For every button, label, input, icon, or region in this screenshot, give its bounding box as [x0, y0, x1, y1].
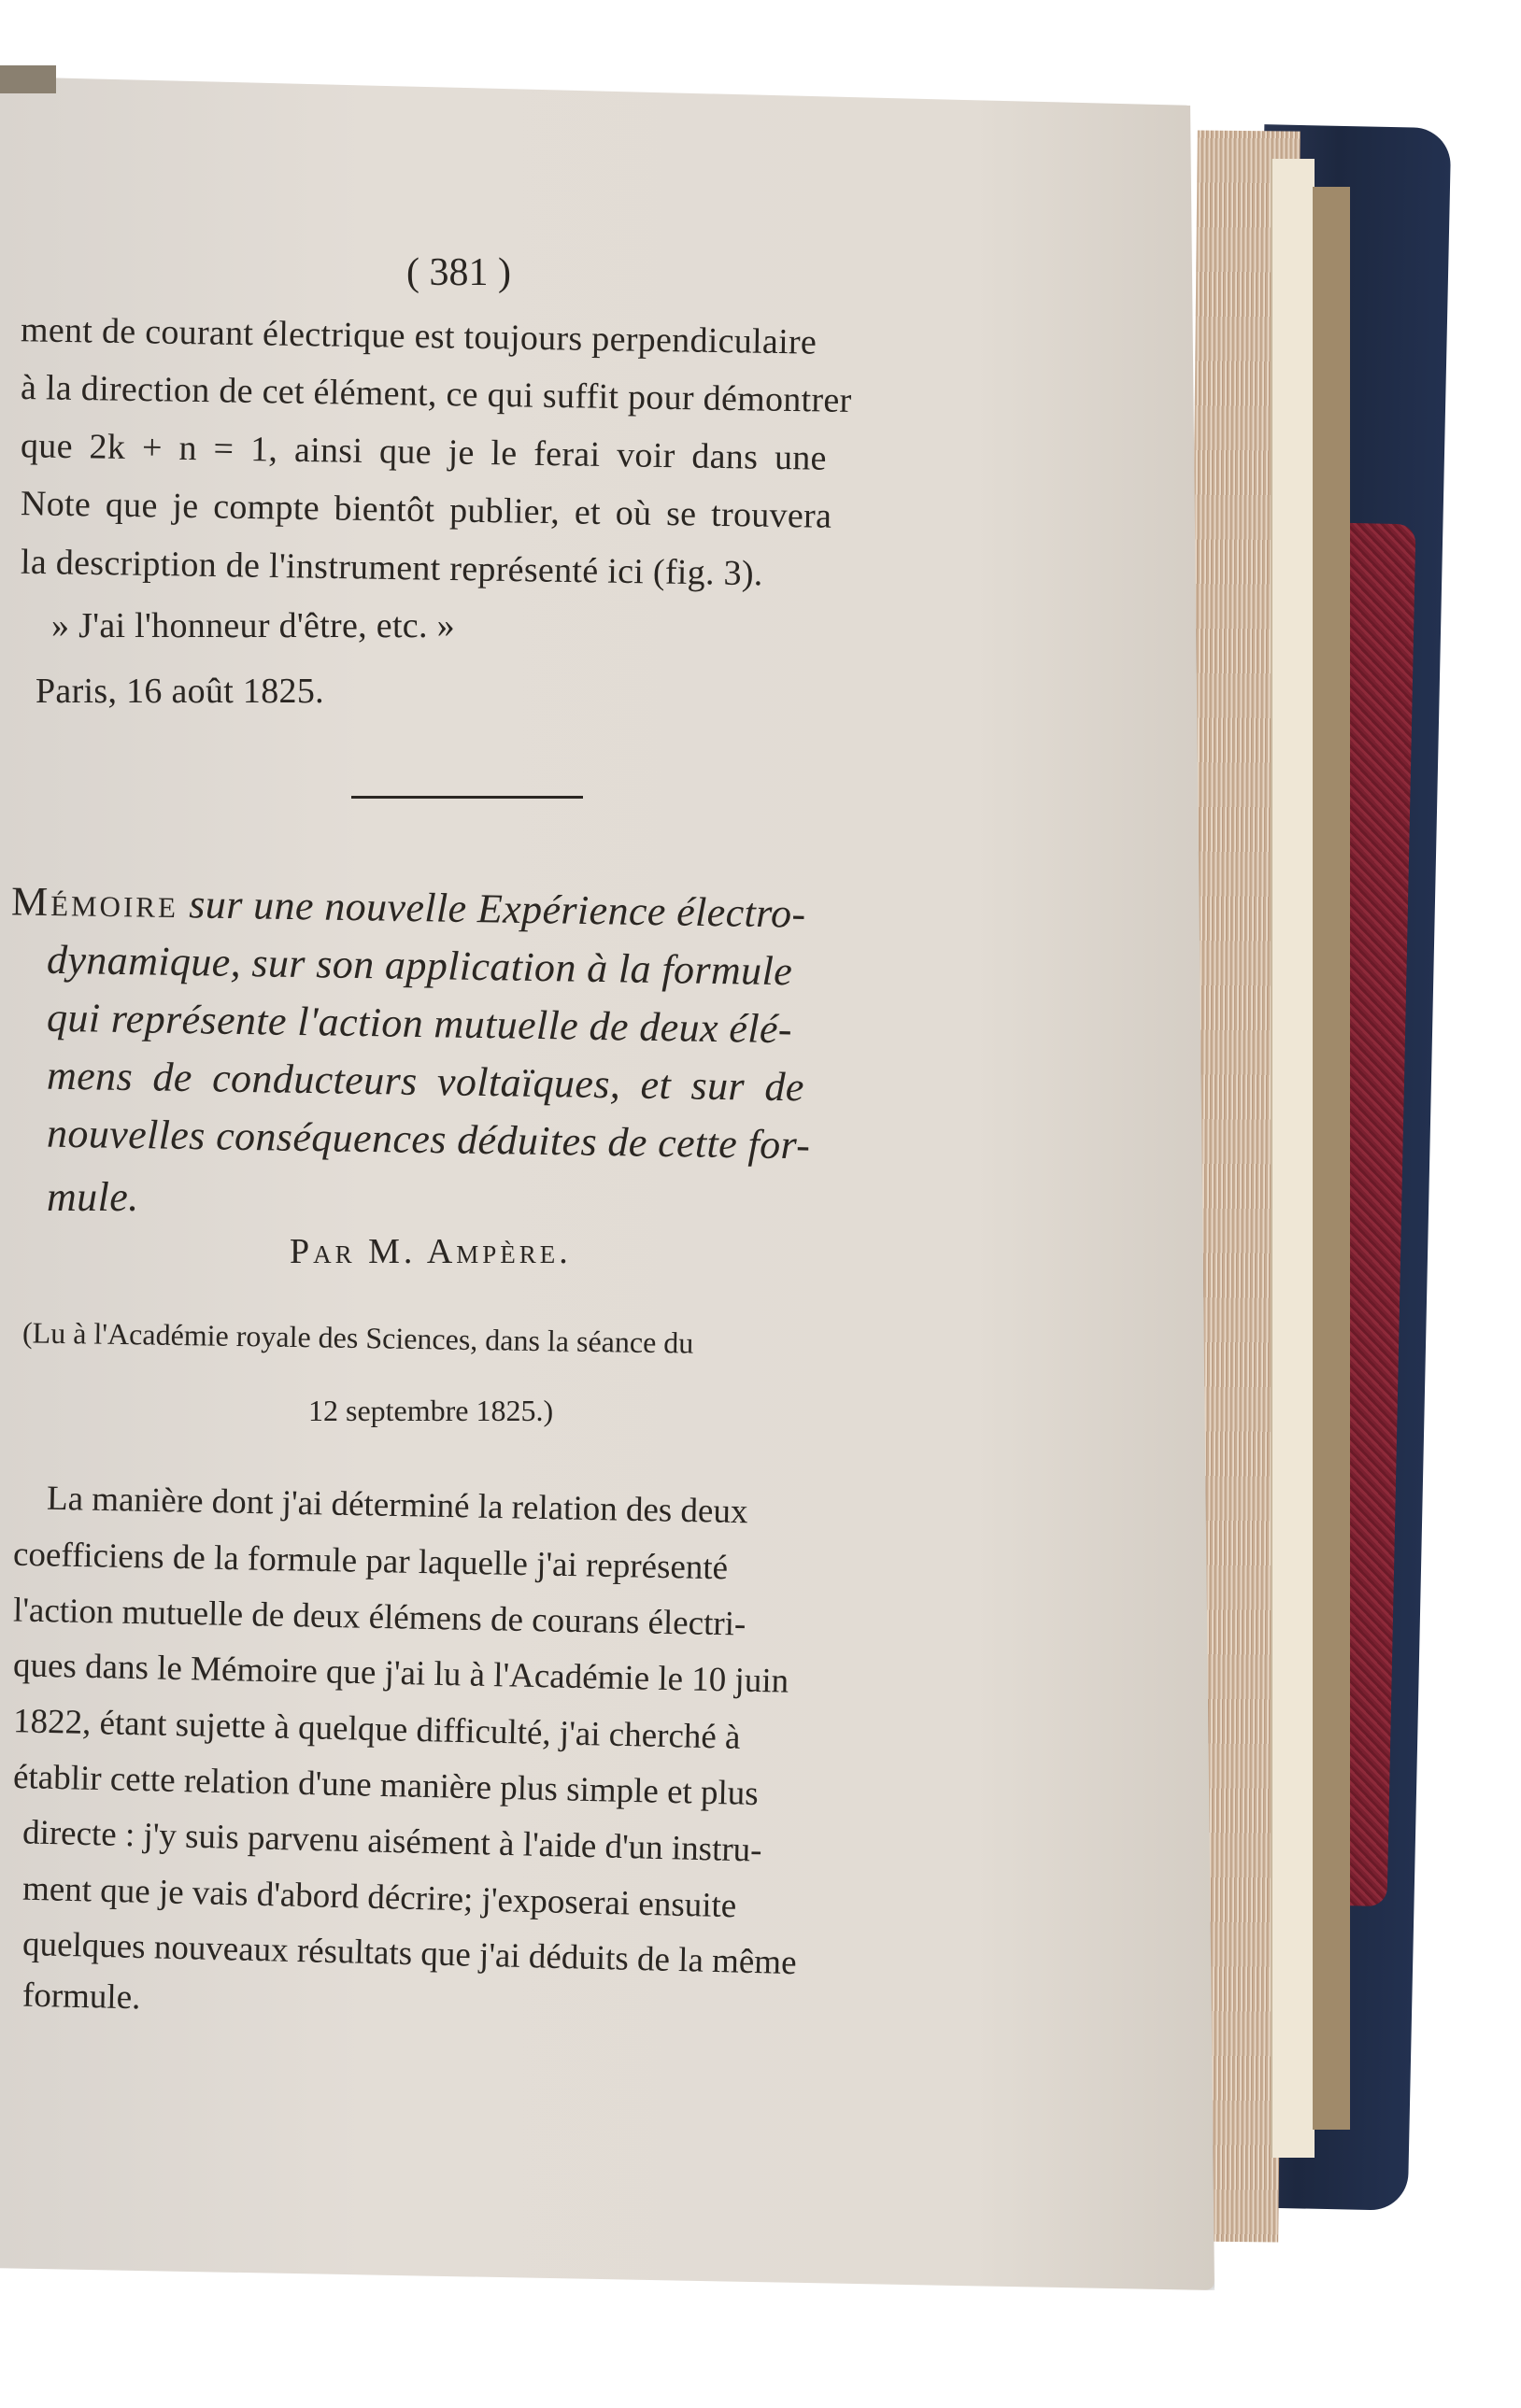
memoir-title-line: dynamique, sur son application à la formule [46, 936, 793, 995]
endpaper [1271, 159, 1315, 2158]
memoir-title-line: mens de conducteurs voltaïques, et sur de [46, 1052, 805, 1111]
body-line: coefficiens de la formule par laquelle j'ai représenté [12, 1535, 729, 1588]
body-line: quelques nouveaux résultats que j'ai déduits de la même [21, 1924, 798, 1983]
read-note-line: 12 septembre 1825.) [308, 1394, 554, 1427]
text-line: » J'ai l'honneur d'être, etc. » [51, 606, 455, 645]
text-line: que 2k + n = 1, ainsi que je le ferai voir dans une [20, 426, 828, 478]
text-line: Note que je compte bientôt publier, et où se trouvera [20, 484, 832, 536]
endpaper-board [1313, 187, 1350, 2130]
memoir-title-lead: Mémoire [10, 878, 179, 928]
memoir-title-line: nouvelles conséquences déduites de cette for- [46, 1110, 811, 1169]
memoir-title-text: sur une nouvelle Expérience électro- [189, 881, 806, 937]
page-number: ( 381 ) [406, 251, 511, 294]
body-line: établir cette relation d'une manière plus simple et plus [12, 1757, 760, 1814]
body-line: ques dans le Mémoire que j'ai lu à l'Académie le 10 juin [12, 1646, 789, 1701]
body-line: l'action mutuelle de deux élémens de courans électri- [12, 1591, 746, 1644]
body-line: ment que je vais d'abord décrire; j'exposerai ensuite [21, 1869, 737, 1926]
memoir-title-line: mule. [47, 1174, 139, 1220]
memoir-title-line: qui représente l'action mutuelle de deux élé- [46, 994, 793, 1053]
body-line: 1822, étant sujette à quelque difficulté, j'ai cherché à [12, 1702, 741, 1757]
dateline: Paris, 16 août 1825. [36, 672, 324, 711]
read-note-line: (Lu à l'Académie royale des Sciences, dans la séance du [21, 1315, 694, 1360]
torn-corner [0, 65, 56, 93]
text-line: ment de courant électrique est toujours perpendiculaire [20, 310, 817, 362]
separator-rule [351, 796, 583, 799]
author-line: Par M. Ampère. [290, 1232, 572, 1271]
text-line: à la direction de cet élément, ce qui suffit pour démontrer [20, 368, 852, 420]
body-line: directe : j'y suis parvenu aisément à l'aide d'un instru- [21, 1813, 763, 1870]
body-line: formule. [21, 1976, 141, 2018]
text-line: la description de l'instrument représenté ici (fig. 3). [20, 542, 763, 594]
body-line: La manière dont j'ai déterminé la relation des deux [46, 1479, 748, 1532]
